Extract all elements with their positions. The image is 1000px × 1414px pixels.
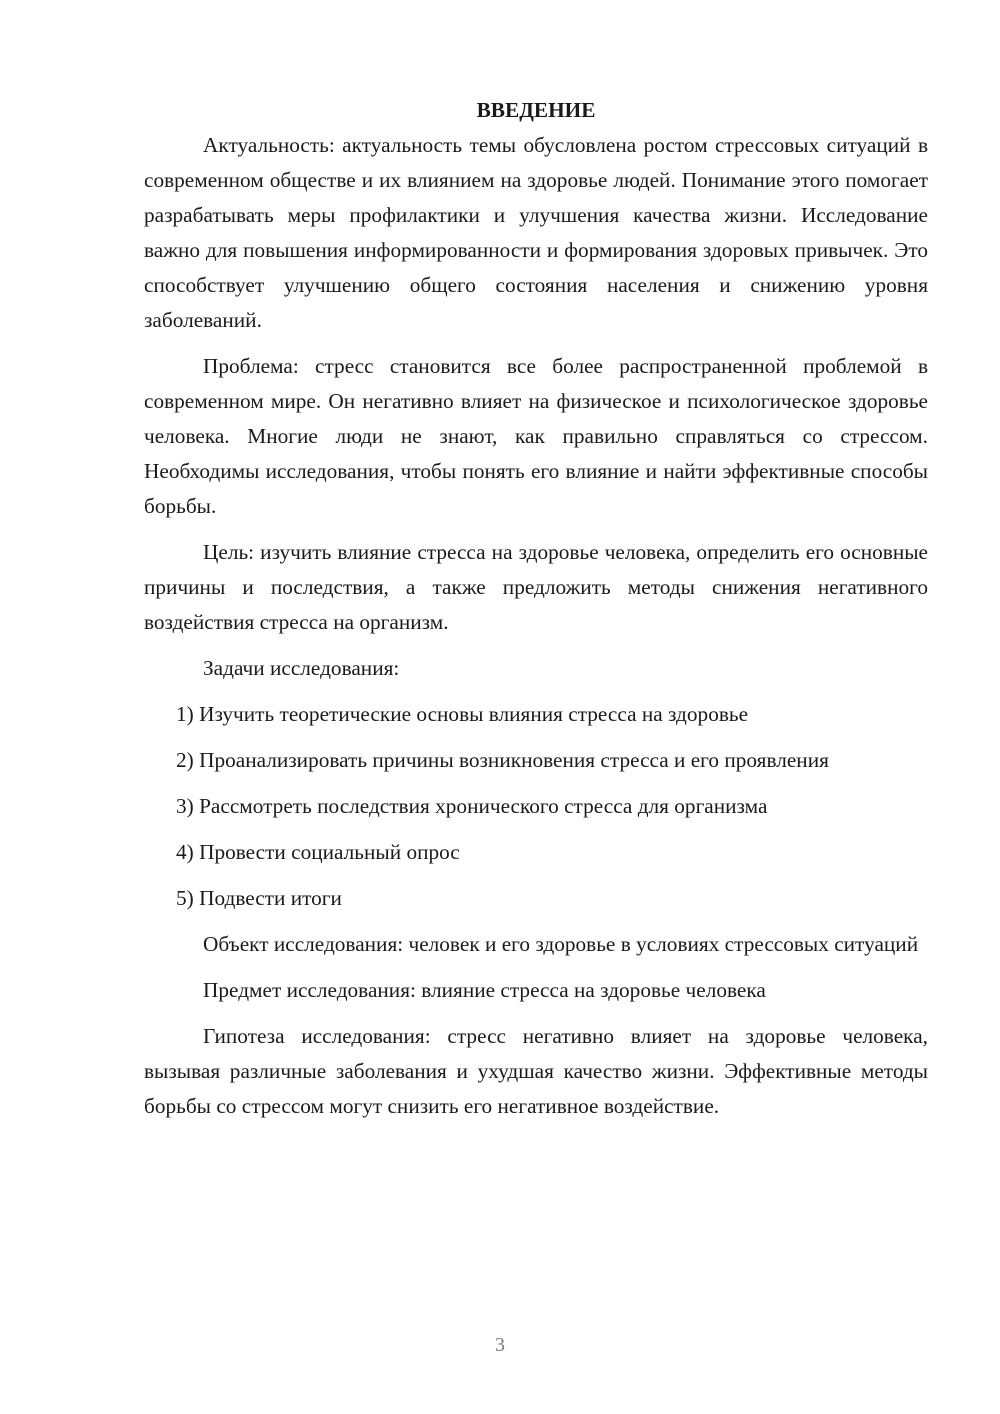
task-item: 2) Проанализировать причины возникновения стресса и его проявления [176, 748, 829, 772]
tasks-heading: Задачи исследования: [203, 656, 400, 680]
task-item: 4) Провести социальный опрос [176, 840, 460, 864]
relevance-paragraph: Актуальность: актуальность темы обусловлена ростом стрессовых ситуаций в современном обществе и их влиянием на здоровье людей. Понимание этого помогает разрабатывать меры профилактики и улучшения качества жизни. Исследование важно для повышения информированности и формирования здоровых привычек. Это способствует улучшению общего состояния населения и снижению уровня заболеваний. [144, 133, 928, 332]
goal-paragraph: Цель: изучить влияние стресса на здоровье человека, определить его основные причины и последствия, а также предложить методы снижения негативного воздействия стресса на организм. [144, 540, 928, 634]
object-paragraph: Объект исследования: человек и его здоровье в условиях стрессовых ситуаций [203, 932, 919, 956]
subject-paragraph: Предмет исследования: влияние стресса на здоровье человека [203, 978, 766, 1002]
page-number: 3 [495, 1334, 505, 1356]
hypothesis-paragraph: Гипотеза исследования: стресс негативно влияет на здоровье человека, вызывая различные заболевания и ухудшая качество жизни. Эффективные методы борьбы со стрессом могут снизить его негативное воздействие. [144, 1024, 928, 1118]
task-item: 1) Изучить теоретические основы влияния стресса на здоровье [176, 702, 749, 726]
document-page [144, 96, 928, 1135]
section-title: ВВЕДЕНИЕ [476, 98, 596, 122]
problem-paragraph: Проблема: стресс становится все более распространенной проблемой в современном мире. Он негативно влияет на физическое и психологическое здоровье человека. Многие люди не знают, как правильно справляться со стрессом. Необходимы исследования, чтобы понять его влияние и найти эффективные способы борьбы. [144, 354, 928, 518]
task-item: 5) Подвести итоги [176, 886, 342, 910]
task-item: 3) Рассмотреть последствия хронического стресса для организма [176, 794, 768, 818]
